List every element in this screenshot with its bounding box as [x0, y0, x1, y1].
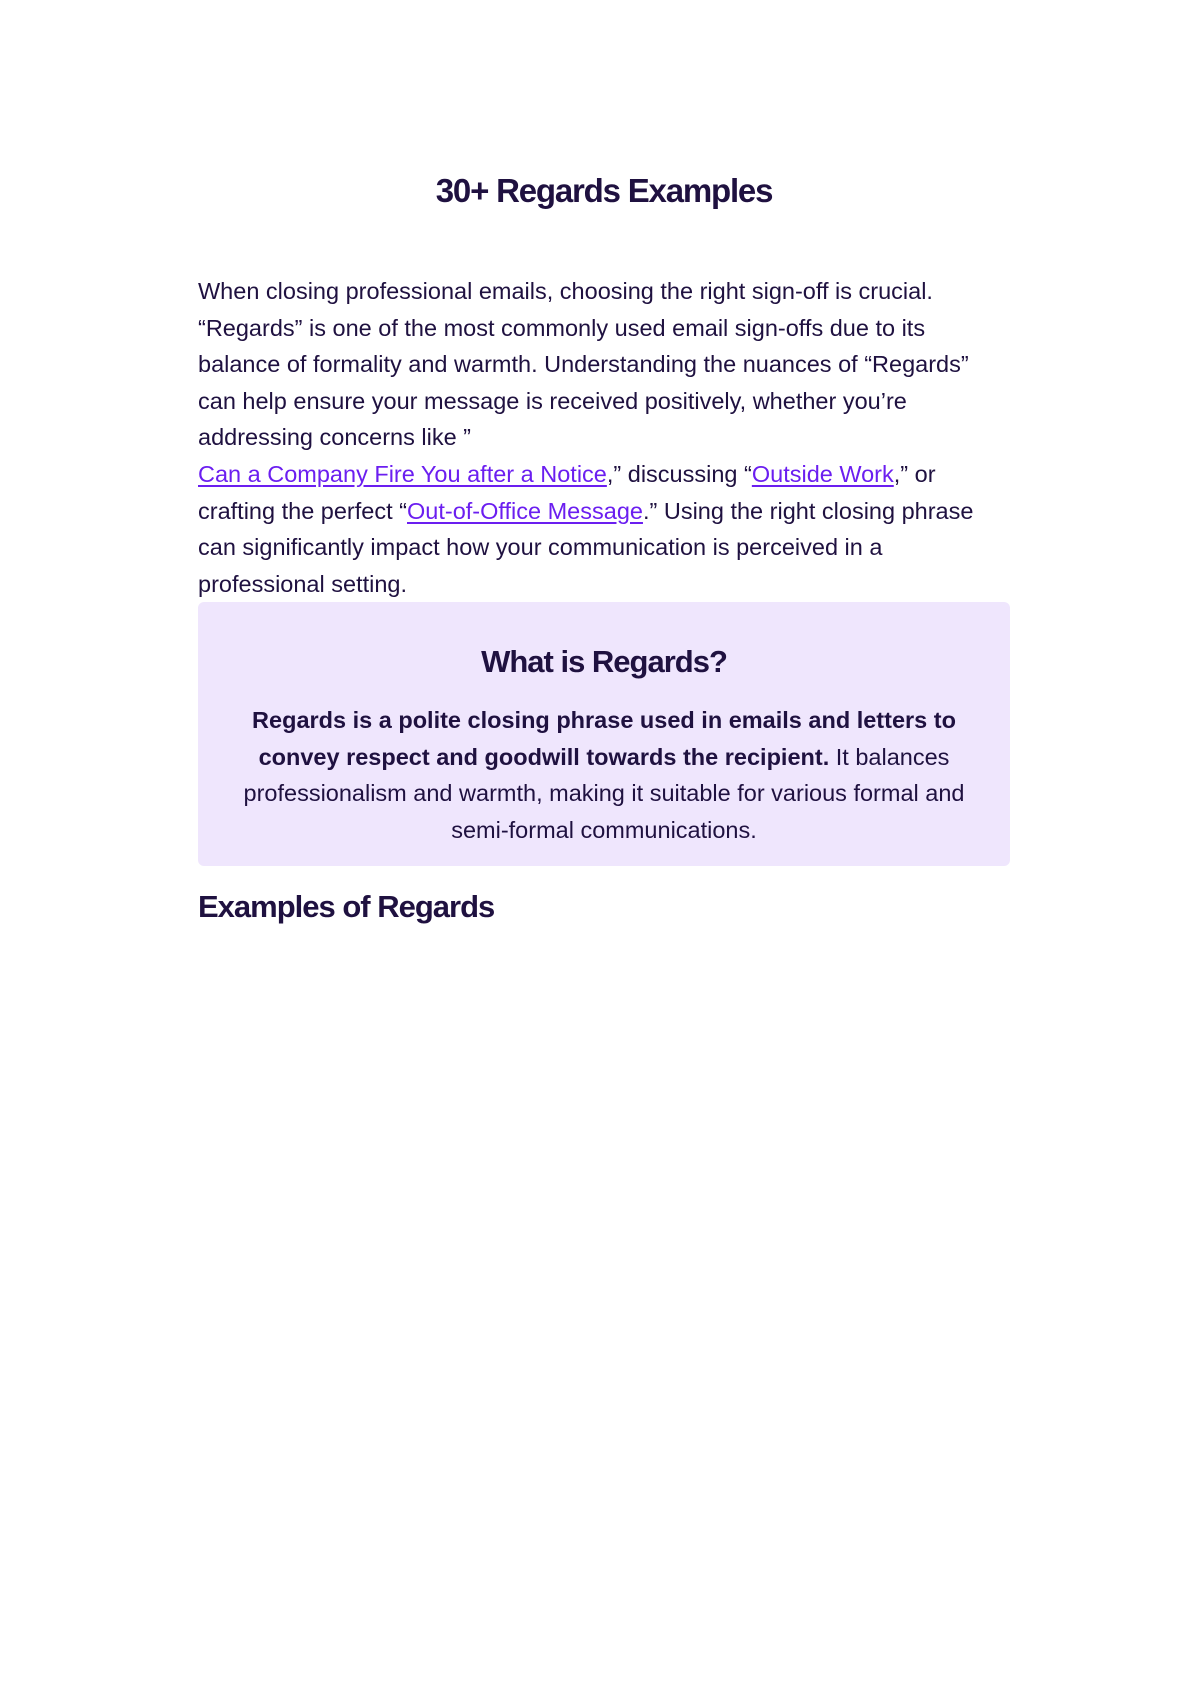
intro-text-2: ,” discussing “ — [606, 460, 752, 487]
link-out-of-office-message[interactable]: Out-of-Office Message — [407, 497, 643, 524]
article-title: 30+ Regards Examples — [435, 172, 773, 209]
definition-callout — [198, 602, 1010, 866]
intro-text-3: ,” or crafting the perfect “ — [198, 460, 936, 524]
intro-text-4: .” Using the right closing phrase can significantly impact how your communication is perceived in a professional setting. — [198, 497, 974, 597]
callout-heading: What is Regards? — [481, 644, 727, 679]
link-company-fire-notice[interactable]: Can a Company Fire You after a Notice — [198, 460, 607, 487]
callout-text: It balances professionalism and warmth, making it suitable for various formal and semi-formal communications. — [243, 743, 965, 843]
intro-paragraph — [198, 273, 1010, 602]
callout-bold-text: Regards is a polite closing phrase used in emails and letters to convey respect and goodwill towards the recipient. — [252, 707, 956, 770]
intro-text-1: When closing professional emails, choosing the right sign-off is crucial. “Regards” is one of the most commonly used email sign-offs due to its balance of formality and warmth. Understanding the nuances of “Regards” can help ensure your message is received positively, whether you’re addressing concerns like ” — [198, 278, 969, 451]
callout-body — [222, 702, 986, 848]
link-outside-work[interactable]: Outside Work — [751, 460, 894, 487]
examples-heading: Examples of Regards — [198, 889, 495, 924]
